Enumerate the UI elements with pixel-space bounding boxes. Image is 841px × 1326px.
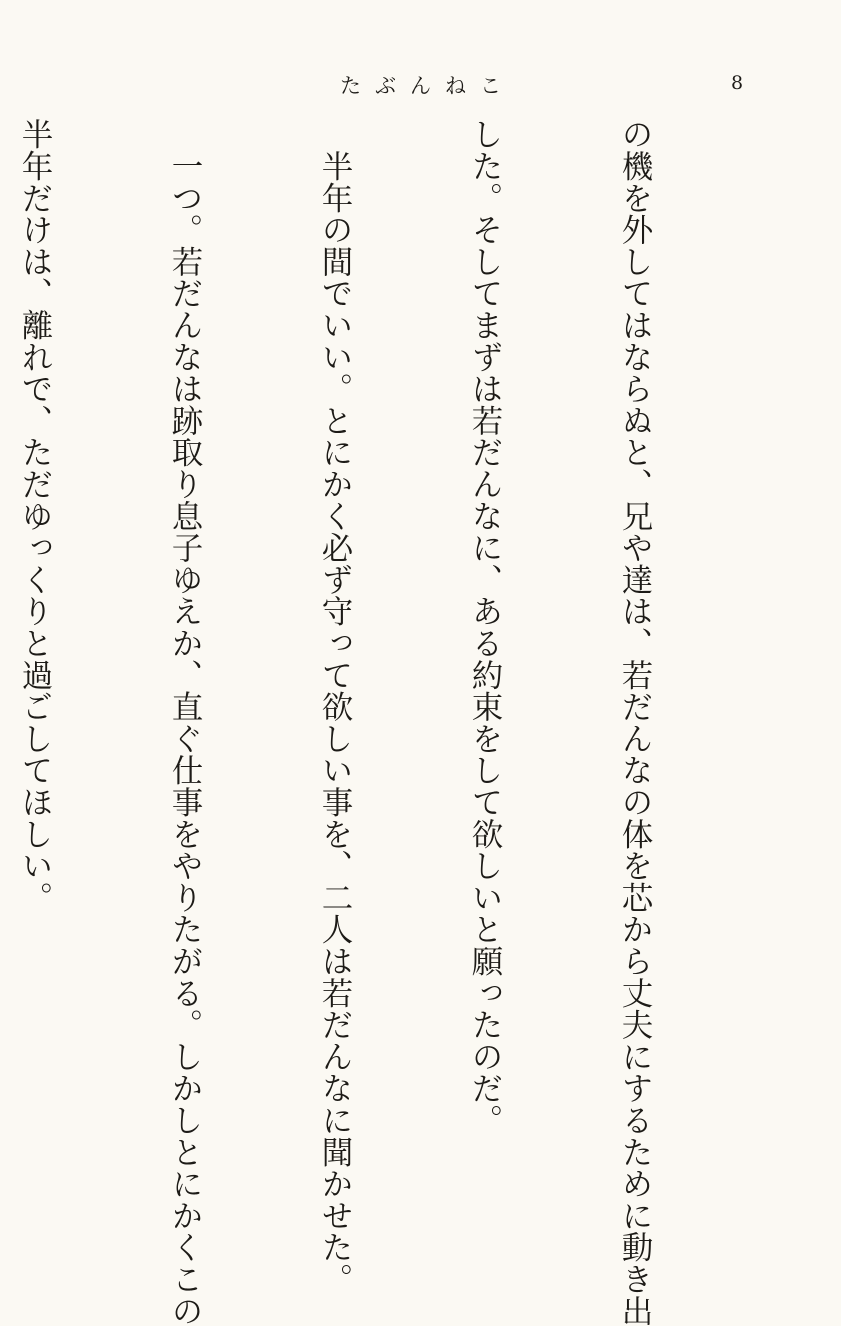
text-line: 半年の間でいい。とにかく必ず守って欲しい事を、二人は若だんなに聞かせた。 [317, 118, 353, 1295]
vertical-body-text [17, 118, 760, 1326]
text-line: した。そしてまずは若だんなに、ある約束をして欲しいと願ったのだ。 [467, 118, 503, 1136]
text-line: 一つ。若だんなは跡取り息子ゆえか、直ぐ仕事をやりたがる。しかしとにかくこの [167, 118, 203, 1326]
text-line: 半年だけは、離れで、ただゆっくりと過ごしてほしい。 [17, 118, 53, 913]
running-title: たぶんねこ [340, 74, 515, 98]
page-number: 8 [731, 72, 744, 94]
text-line: の機を外してはならぬと、兄や達は、若だんなの体を芯から丈夫にするために動き出 [617, 118, 653, 1326]
